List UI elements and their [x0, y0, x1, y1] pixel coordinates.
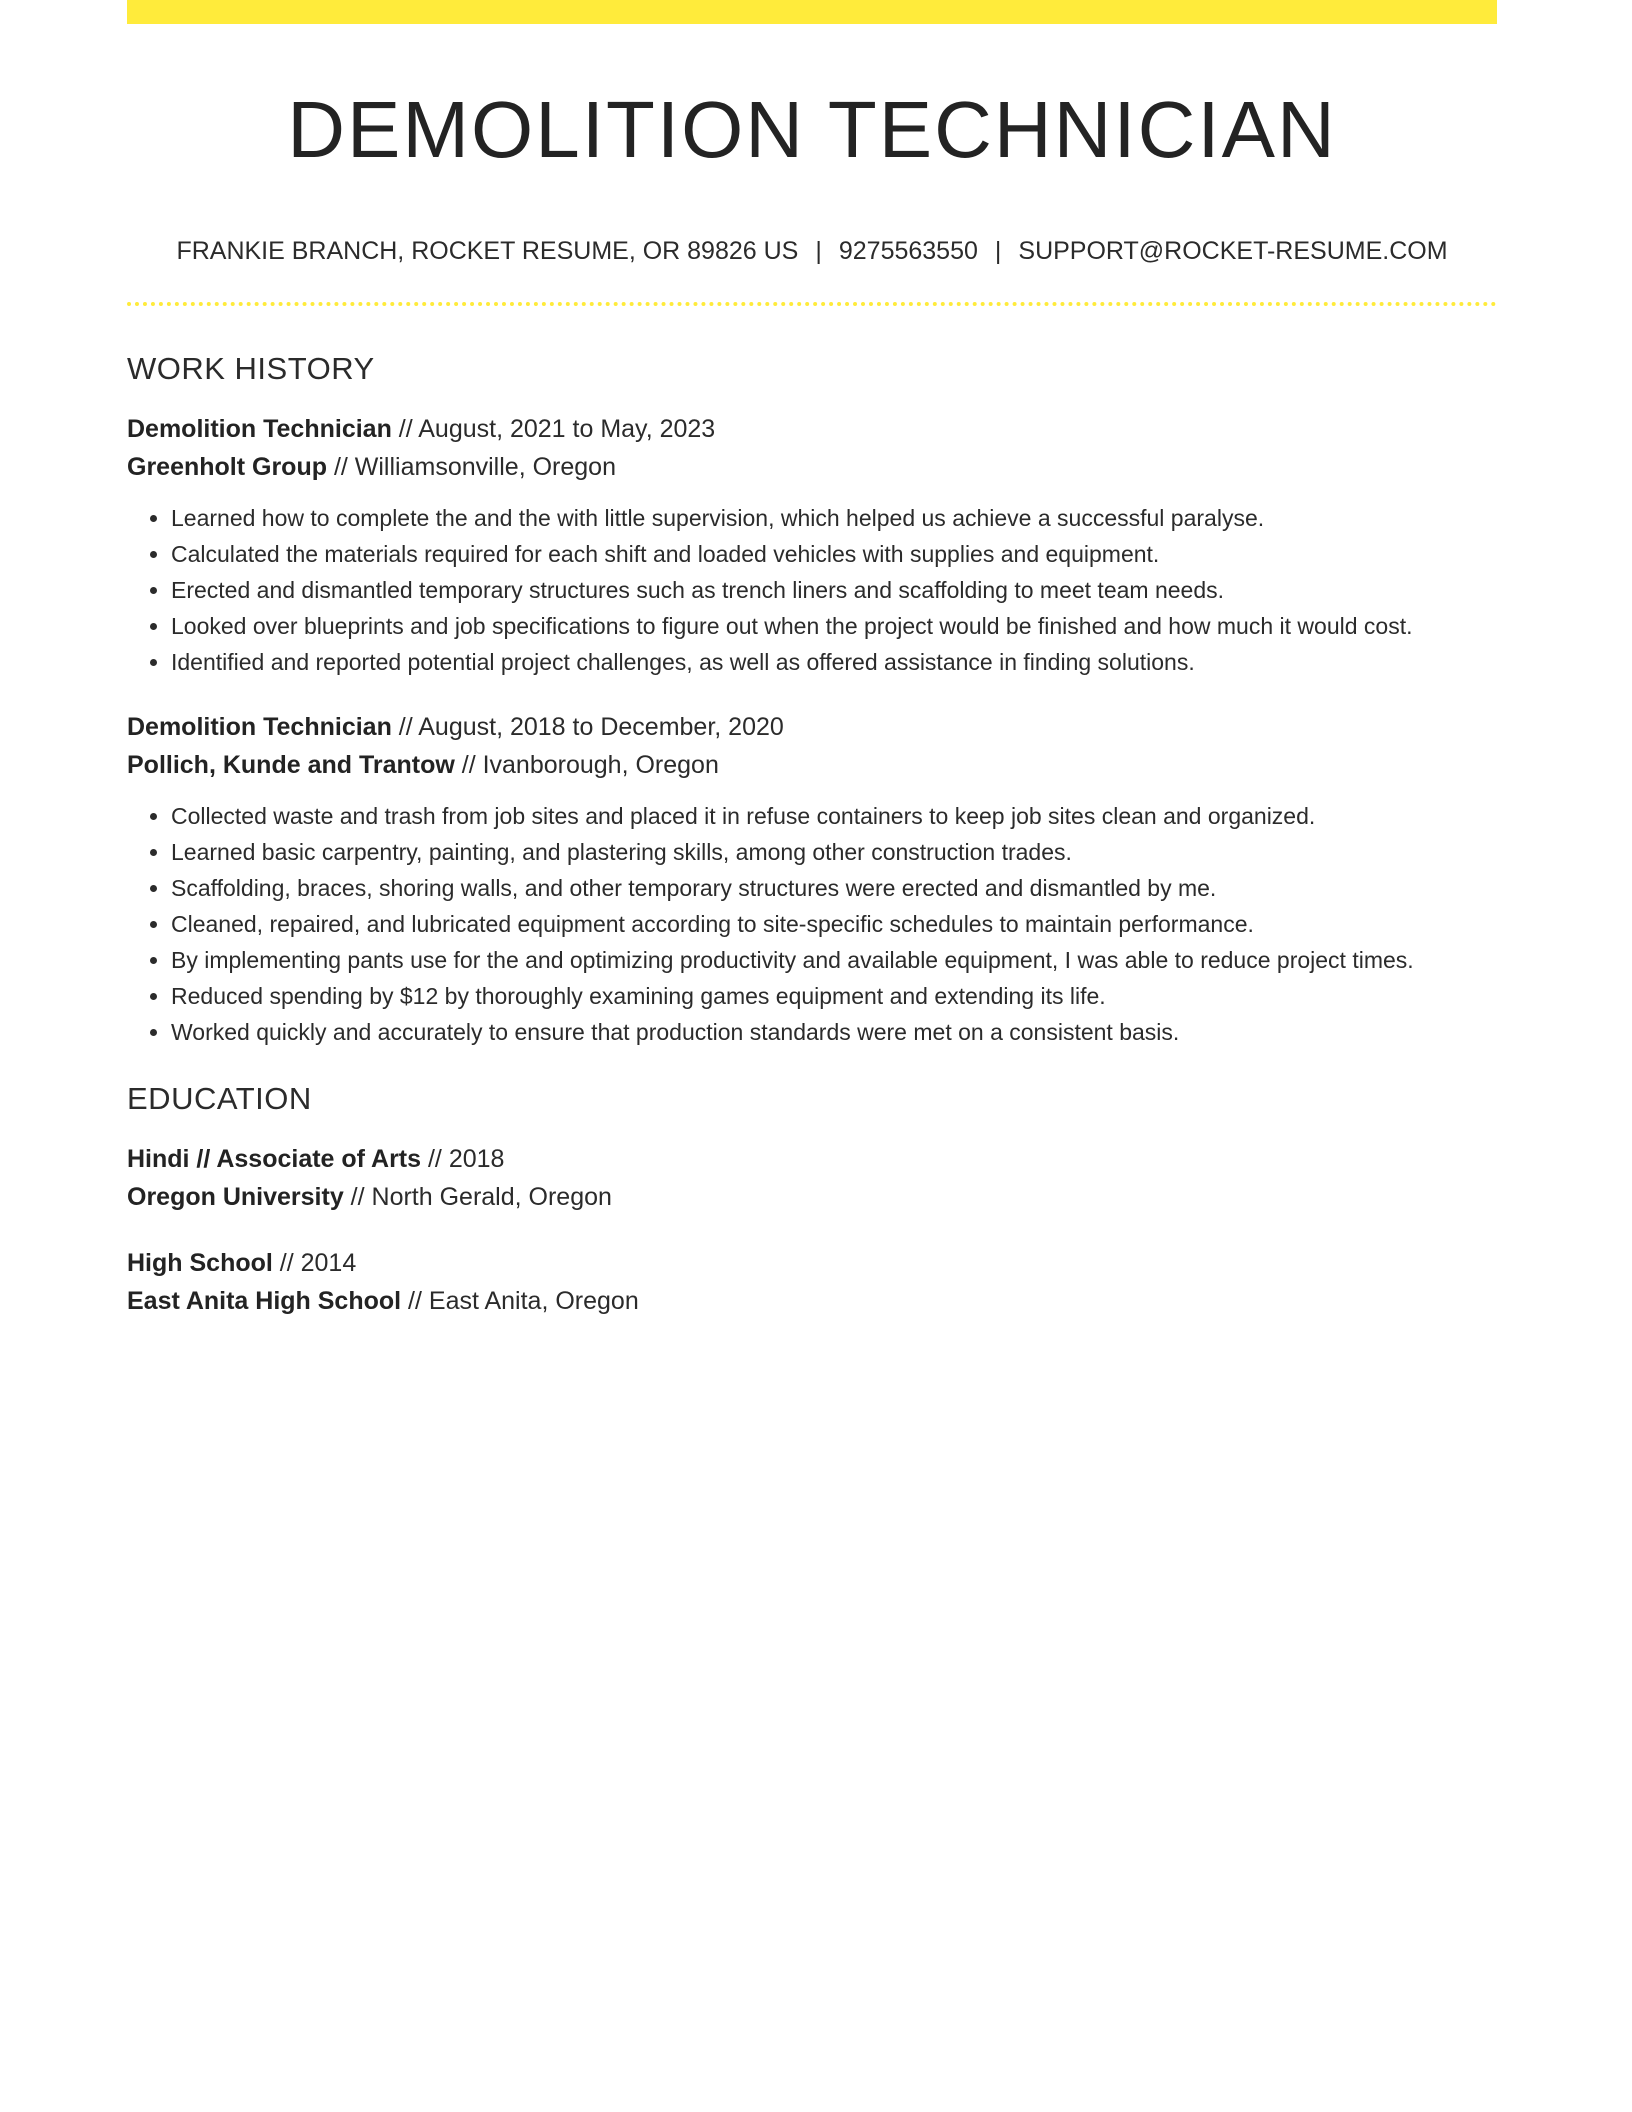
- education-degree: Hindi // Associate of Arts: [127, 1145, 422, 1173]
- contact-separator: |: [815, 237, 822, 265]
- job-bullet: • Collected waste and trash from job sites and placed it in refuse containers to keep job sites clean and organized.: [171, 798, 1497, 834]
- job-bullet-list: [127, 500, 1497, 680]
- education-location: // North Gerald, Oregon: [343, 1183, 612, 1211]
- job-bullet: • Reduced spending by $12 by thoroughly examining games equipment and extending its life.: [171, 978, 1497, 1014]
- education-degree-line: [127, 1244, 1497, 1282]
- job-role: Demolition Technician: [127, 713, 392, 741]
- dotted-divider: [127, 302, 1497, 306]
- contact-line: [127, 236, 1497, 266]
- accent-top-bar: [127, 0, 1497, 24]
- education-degree: High School: [127, 1249, 273, 1277]
- contact-email: SUPPORT@ROCKET-RESUME.COM: [1018, 237, 1448, 265]
- education-location: // East Anita, Oregon: [401, 1287, 639, 1315]
- job-location: // Williamsonville, Oregon: [327, 453, 616, 481]
- job-bullet: • Worked quickly and accurately to ensure that production standards were met on a consistent basis.: [171, 1014, 1497, 1050]
- job-bullet: • Learned basic carpentry, painting, and plastering skills, among other construction trades.: [171, 834, 1497, 870]
- education-school-line: [127, 1282, 1497, 1320]
- job-company: Greenholt Group: [127, 453, 327, 481]
- job-bullet: • Erected and dismantled temporary structures such as trench liners and scaffolding to meet team needs.: [171, 572, 1497, 608]
- education-school-line: [127, 1178, 1497, 1216]
- job-dates: // August, 2018 to December, 2020: [391, 713, 784, 741]
- job-bullet: • Calculated the materials required for each shift and loaded vehicles with supplies and equipment.: [171, 536, 1497, 572]
- work-history-heading: WORK HISTORY: [127, 351, 375, 386]
- job-bullet: • By implementing pants use for the and optimizing productivity and available equipment, I was able to reduce project times.: [171, 942, 1497, 978]
- resume-page: [127, 0, 1497, 1320]
- education-school: East Anita High School: [127, 1287, 402, 1315]
- job-role: Demolition Technician: [127, 415, 392, 443]
- job-bullet: • Identified and reported potential project challenges, as well as offered assistance in finding solutions.: [171, 644, 1497, 680]
- job-bullet: • Learned how to complete the and the with little supervision, which helped us achieve a successful paralyse.: [171, 500, 1497, 536]
- job-bullet: • Looked over blueprints and job specifications to figure out when the project would be finished and how much it would cost.: [171, 608, 1497, 644]
- job-company-line: [127, 448, 1497, 486]
- contact-separator: |: [994, 237, 1002, 265]
- contact-phone: 9275563550: [838, 237, 978, 265]
- job-location: // Ivanborough, Oregon: [454, 751, 719, 779]
- contact-address: FRANKIE BRANCH, ROCKET RESUME, OR 89826 US: [176, 237, 799, 265]
- job-bullet: • Scaffolding, braces, shoring walls, and other temporary structures were erected and dismantled by me.: [171, 870, 1497, 906]
- job-dates: // August, 2021 to May, 2023: [391, 415, 716, 443]
- education-year: // 2018: [421, 1145, 505, 1173]
- education-school: Oregon University: [127, 1183, 344, 1211]
- resume-title: DEMOLITION TECHNICIAN: [287, 85, 1337, 174]
- job-company: Pollich, Kunde and Trantow: [127, 751, 455, 779]
- job-title-line: [127, 708, 1497, 746]
- job-bullet: • Cleaned, repaired, and lubricated equipment according to site-specific schedules to maintain performance.: [171, 906, 1497, 942]
- education-year: // 2014: [272, 1249, 357, 1277]
- job-title-line: [127, 410, 1497, 448]
- education-degree-line: [127, 1140, 1497, 1178]
- job-company-line: [127, 746, 1497, 784]
- job-bullet-list: [127, 798, 1497, 1050]
- education-heading: EDUCATION: [127, 1081, 312, 1116]
